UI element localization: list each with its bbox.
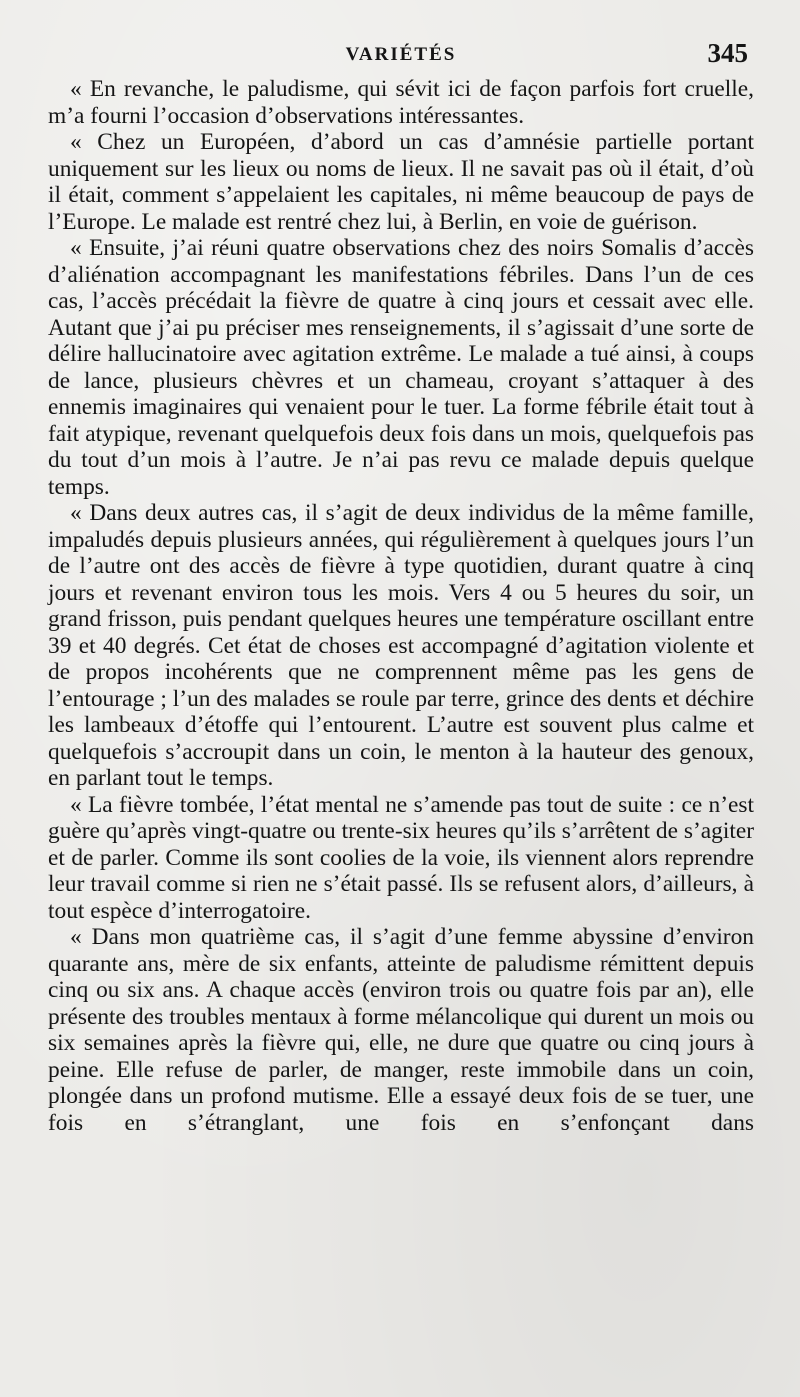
paragraph-somalis-observations: « Ensuite, j’ai réuni quatre observations chez des noirs Somalis d’accès d’aliénation accompagnant les manifestations fébriles. Dans l’un de ces cas, l’accès précédait la fièvre de quatre à cinq jours et cessait avec elle. Autant que j’ai pu préciser mes renseignements, il s’agissait d’une sorte de délire hallucinatoire avec agitation extrême. Le malade a tué ainsi, à coups de lance, plusieurs chèvres et un chameau, croyant s’attaquer à des ennemis imaginaires qui venaient pour le tuer. La forme fébrile était tout à fait atypique, revenant quelquefois deux fois dans un mois, quelquefois pas du tout d’un mois à l’autre. Je n’ai pas revu ce malade depuis quelque temps. — [48, 235, 754, 500]
paragraph-two-individuals: « Dans deux autres cas, il s’agit de deux individus de la même famille, impaludés depuis plusieurs années, qui régulièrement à quelques jours l’un de l’autre ont des accès de fièvre à type quotidien, durant quatre à cinq jours et revenant environ tous les mois. Vers 4 ou 5 heures du soir, un grand frisson, puis pendant quelques heures une température oscillant entre 39 et 40 degrés. Cet état de choses est accompagné d’agitation violente et de propos incohérents que ne comprennent même pas les gens de l’entourage ; l’un des malades se roule par terre, grince des dents et déchire les lambeaux d’étoffe qui l’entourent. L’autre est souvent plus calme et quelquefois s’accroupit dans un coin, le menton à la hauteur des genoux, en parlant tout le temps. — [48, 500, 754, 791]
body-text — [48, 76, 754, 1136]
paragraph-paludisme: « En revanche, le paludisme, qui sévit ici de façon parfois fort cruelle, m’a fourni l’occasion d’observations intéressantes. — [48, 76, 754, 129]
running-head — [48, 36, 754, 76]
paragraph-fever-subsides: « La fièvre tombée, l’état mental ne s’amende pas tout de suite : ce n’est guère qu’après vingt-quatre ou trente-six heures qu’ils s’arrêtent de s’agiter et de parler. Comme ils sont coolies de la voie, ils viennent alors reprendre leur travail comme si rien ne s’était passé. Ils se refusent alors, d’ailleurs, à tout espèce d’interrogatoire. — [48, 791, 754, 924]
running-title: VARIÉTÉS — [345, 44, 457, 65]
page-number: 345 — [707, 38, 748, 68]
paragraph-european-amnesia: « Chez un Européen, d’abord un cas d’amnésie partielle portant uniquement sur les lieux ou noms de lieux. Il ne savait pas où il était, d’où il était, comment s’appelaient les capitales, ni même beaucoup de pays de l’Europe. Le malade est rentré chez lui, à Berlin, en voie de guérison. — [48, 129, 754, 235]
paragraph-fourth-case: « Dans mon quatrième cas, il s’agit d’une femme abyssine d’environ quarante ans, mère de six enfants, atteinte de paludisme rémittent depuis cinq ou six ans. A chaque accès (environ trois ou quatre fois par an), elle présente des troubles mentaux à forme mélancolique qui durent un mois ou six semaines après la fièvre qui, elle, ne dure que quatre ou cinq jours à peine. Elle refuse de parler, de manger, reste immobile dans un coin, plongée dans un profond mutisme. Elle a essayé deux fois de se tuer, une fois en s’étranglant, une fois en s’enfonçant dans — [48, 924, 754, 1136]
